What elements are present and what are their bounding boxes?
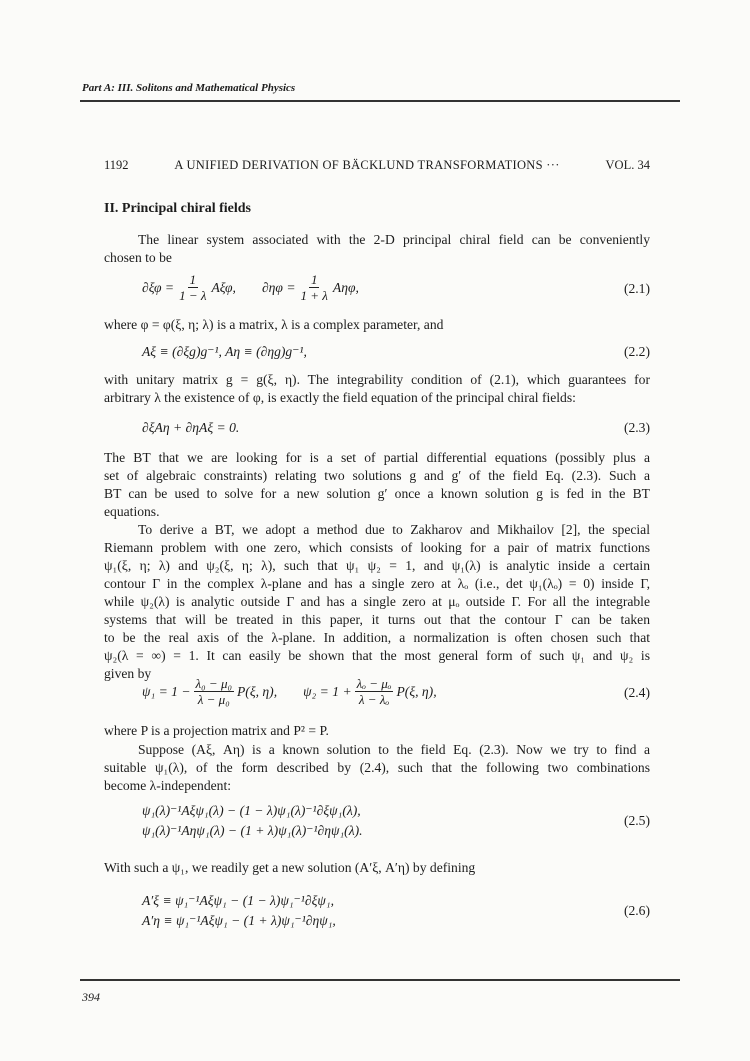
fraction	[299, 272, 330, 303]
equation-2-4	[142, 676, 437, 707]
footer-rule	[80, 979, 680, 981]
eq-part: ∂ηφ =	[261, 279, 296, 295]
text-line: given by	[104, 666, 152, 681]
eq-part: P(ξ, η),	[396, 683, 437, 699]
text-line: to be the real axis of the λ-plane. In addition, a normalization is often chosen such that	[104, 630, 650, 645]
text-line: chosen to be	[104, 250, 172, 265]
text-line: arbitrary λ the existence of φ, is exactly the field equation of the principal chiral fields:	[104, 390, 576, 405]
text-line: equations.	[104, 504, 160, 519]
eq-part: Aξφ,	[211, 279, 236, 295]
text-line: set of algebraic constraints) relating two solutions g and g′ of the field Eq. (2.3). Such a	[104, 468, 650, 483]
text-line: contour Γ in the complex λ-plane and has a single zero at λₒ (i.e., det ψ₁(λₒ) = 0) inside Γ,	[104, 576, 650, 591]
equation-number: (2.3)	[623, 420, 650, 435]
text-line: ψ₂(λ = ∞) = 1. It can easily be shown that the most general form of such ψ₁ and ψ₂ is	[104, 648, 650, 663]
text-line: systems that will be treated in this paper, it turns out that the contour Γ can be taken	[104, 612, 650, 627]
text-line: With such a ψ₁, we readily get a new solution (A′ξ, A′η) by defining	[104, 860, 476, 875]
eq-part: ψ₂ = 1 +	[303, 683, 352, 699]
section-title: II. Principal chiral fields	[104, 201, 251, 216]
equation-2-5-line-2: ψ₁(λ)⁻¹Aηψ₁(λ) − (1 + λ)ψ₁(λ)⁻¹∂ηψ₁(λ).	[142, 823, 363, 838]
equation-2-1	[142, 272, 359, 303]
numerator: 1	[189, 272, 197, 287]
fraction	[177, 272, 208, 303]
text-line: The BT that we are looking for is a set of partial differential equations (possibly plus a	[104, 450, 650, 465]
eq-part: P(ξ, η),	[236, 683, 278, 699]
equation-2-3: ∂ξAη + ∂ηAξ = 0.	[142, 420, 240, 435]
text-line: The linear system associated with the 2-D principal chiral field can be conveniently	[138, 232, 650, 247]
equation-2-6-line-2: A′η ≡ ψ₁⁻¹Aξψ₁ − (1 + λ)ψ₁⁻¹∂ηψ₁,	[142, 913, 336, 928]
numerator: λ₀ − μ₀	[195, 676, 232, 691]
text-line: ψ₁(ξ, η; λ) and ψ₂(ξ, η; λ), such that ψ₁ ψ₂ = 1, and ψ₁(λ) is analytic inside a certain	[104, 558, 650, 573]
text-line: To derive a BT, we adopt a method due to Zakharov and Mikhailov [2], the special	[138, 522, 650, 537]
fraction	[355, 676, 394, 707]
equation-2-5-line-1: ψ₁(λ)⁻¹Aξψ₁(λ) − (1 − λ)ψ₁(λ)⁻¹∂ξψ₁(λ),	[142, 803, 361, 818]
page-number: 394	[82, 990, 100, 1004]
numerator: λₒ − μₒ	[356, 676, 392, 691]
running-header	[104, 158, 650, 173]
equation-number: (2.2)	[623, 344, 650, 359]
text-line: where φ = φ(ξ, η; λ) is a matrix, λ is a complex parameter, and	[104, 317, 444, 332]
denominator: 1 + λ	[300, 288, 328, 303]
equation-number: (2.5)	[623, 813, 650, 828]
text-line: with unitary matrix g = g(ξ, η). The integrability condition of (2.1), which guarantees for	[104, 372, 650, 387]
eq-part: ∂ξφ =	[142, 279, 175, 295]
text-line: Riemann problem with one zero, which consists of looking for a pair of matrix functions	[104, 540, 650, 555]
denominator: 1 − λ	[179, 288, 207, 303]
equation-number: (2.4)	[623, 685, 650, 700]
eq-part: ψ₁ = 1 −	[142, 683, 191, 699]
equation-2-6-line-1: A′ξ ≡ ψ₁⁻¹Aξψ₁ − (1 − λ)ψ₁⁻¹∂ξψ₁,	[142, 893, 334, 908]
denominator: λ − μ₀	[197, 692, 230, 707]
text-line: Suppose (Aξ, Aη) is a known solution to the field Eq. (2.3). Now we try to find a	[138, 742, 650, 757]
equation-number: (2.6)	[623, 903, 650, 918]
journal-page-number: 1192	[104, 158, 129, 172]
equation-2-2: Aξ ≡ (∂ξg)g⁻¹, Aη ≡ (∂ηg)g⁻¹,	[142, 344, 307, 359]
equation-number: (2.1)	[623, 281, 650, 296]
volume: VOL. 34	[605, 158, 650, 172]
denominator: λ − λₒ	[358, 692, 390, 707]
fraction	[194, 676, 234, 707]
text-line: suitable ψ₁(λ), of the form described by (2.4), such that the following two combinations	[104, 760, 650, 775]
header-rule	[80, 100, 680, 102]
text-line: while ψ₂(λ) is analytic outside Γ and has a single zero at μₒ outside Γ. For all the integrable	[104, 594, 650, 609]
text-line: where P is a projection matrix and P² = P.	[104, 723, 329, 738]
text-line: BT can be used to solve for a new solution g′ once a known solution g is fed in the BT	[104, 486, 650, 501]
running-title: A UNIFIED DERIVATION OF BÄCKLUND TRANSFORMATIONS ···	[174, 158, 560, 172]
numerator: 1	[310, 272, 318, 287]
text-line: become λ-independent:	[104, 778, 231, 793]
part-header: Part A: III. Solitons and Mathematical Physics	[82, 82, 296, 94]
eq-part: Aηφ,	[332, 279, 359, 295]
